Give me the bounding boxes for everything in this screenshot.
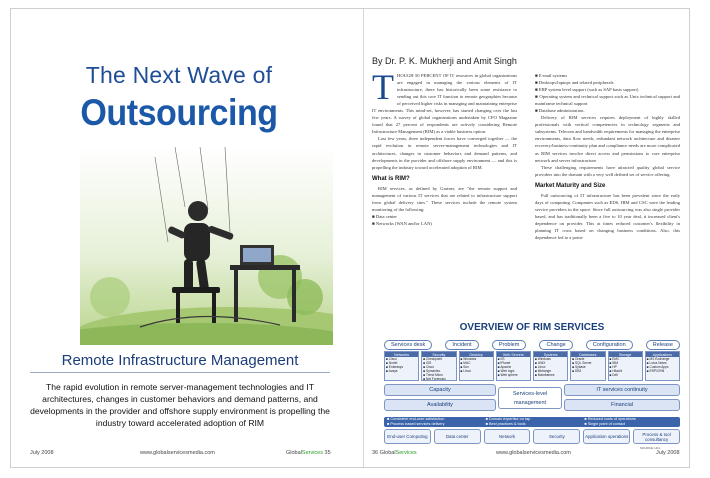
- process-release: Release: [646, 340, 680, 350]
- article-column-2: [535, 72, 680, 241]
- tech-item: ■ Mainframes: [535, 373, 555, 377]
- tech-item: ■ MS Exchange: [646, 357, 670, 361]
- rim-services-diagram: [384, 322, 680, 446]
- service-end-user-computing: End-user Computing: [384, 429, 431, 444]
- process-services-desk: Services desk: [384, 340, 432, 350]
- tech-item: ■ Linux: [460, 369, 471, 373]
- paragraph-3: RIM services, as defined by Gartner, are "the remote support and management of various IT services that are related to infrastructure support from global delivery sites." These services include the remote system monitoring of the following:: [372, 185, 517, 212]
- process-problem: Problem: [492, 340, 526, 350]
- footer-left-date: July 2008: [30, 450, 54, 456]
- benefit-group-3: ■ Reduced costs of operations ■ Single point of contact: [584, 417, 636, 426]
- tech-col-networks: [384, 351, 419, 381]
- bullet-os: ■ Operating system and technical support such as Unix technical support and mainframe technical support: [535, 94, 680, 107]
- paragraph-delivery: Delivery of RIM services requires deployment of highly skilled professionals with vertical competencies in technology segments and subsystems. Telecom and bandwidth requirements for managing the enterprise environments, data flow needs, redundant network architecture and disaster recovery/business-continuity plan and compliance needs are more complicated as RIM services involve direct access and permissions to core enterprise network and server infrastructure.: [535, 115, 680, 163]
- bullet-erp: ■ ERP system level support (such as SAP basis support): [535, 87, 639, 93]
- tech-item: ■ Nortel: [386, 361, 398, 365]
- continuity-box: IT services continuity: [564, 384, 680, 396]
- tech-col-header: Security: [422, 352, 455, 357]
- footer-left-page-number: 35: [324, 450, 331, 456]
- opening-paragraph: [372, 67, 517, 135]
- drop-cap: T: [372, 67, 394, 107]
- tech-col-desktop: [459, 351, 494, 381]
- capacity-box: Capacity: [384, 384, 496, 396]
- tech-col-databases: [570, 351, 605, 381]
- paragraph-market: Full outsourcing of IT infrastructure has been prevalent since the early days of computing. Companies such as EDS, IBM and CSC were the leading service providers in the space. Since full outsourcing was also single provider based, and has traditionally been a five to 10 year deal, it increased client's dependence on provider. This at times reduced customer's flexibility in planning IT costs based on changing business conditions. Also, this dependence led to a point-: [535, 192, 680, 241]
- footer-right-brand: [372, 450, 417, 456]
- tech-col-header: Databases: [571, 352, 604, 357]
- tech-item: ■ EMC: [609, 357, 620, 361]
- tech-col-systems: [533, 351, 568, 381]
- service-data-center: Data center: [434, 429, 481, 444]
- tech-item: ■ IIS: [497, 357, 505, 361]
- technology-columns: [384, 351, 680, 381]
- bullet-database: ■ Database administration.: [535, 108, 585, 114]
- subheading-market-maturity: Market Maturity and Size: [535, 182, 606, 189]
- tech-item: ■ Enterasys: [386, 365, 403, 369]
- footer-left-brand-a: Global: [286, 450, 302, 456]
- tech-item: ■ iPlanet: [497, 361, 511, 365]
- bullet-email: ■ E-mail systems: [535, 73, 568, 78]
- tech-item: ■ IBM: [609, 361, 618, 365]
- footer-right-brand-a: Global: [379, 450, 396, 456]
- tech-item: ■ Symantec: [423, 369, 441, 373]
- service-lines-row: [384, 429, 680, 444]
- tech-col-header: Web Servers: [497, 352, 530, 357]
- service-network: Network: [484, 429, 531, 444]
- paragraph-2: Last few years, three independent forces have converged together — the rapid evolution in remote server-management technologies and IT architectures, changes in customer behaviors and demand patterns, and developments in the provider and offshore supply environment — and this is propelling the industry toward accelerated adoption of RIM.: [372, 136, 517, 170]
- footer-right-url: www.globalservicesmedia.com: [496, 450, 571, 456]
- tech-item: ■ Windows: [460, 357, 477, 361]
- process-incident: Incident: [445, 340, 478, 350]
- tech-item: ■ Avaya: [386, 369, 398, 373]
- tech-item: ■ Cisco: [423, 365, 435, 369]
- bullet-desktops: ■ Desktops/laptops and related peripherals: [535, 80, 614, 86]
- section-title: Remote Infrastructure Management: [61, 352, 299, 369]
- tech-item: ■ Oracle: [572, 357, 585, 361]
- tech-item: ■ DB2: [572, 369, 582, 373]
- process-configuration: Configuration: [586, 340, 633, 350]
- tech-item: ■ Checkpoint: [423, 357, 443, 361]
- availability-box: Availability: [384, 399, 496, 411]
- service-application-operations: Application operations: [583, 429, 630, 444]
- puppet-robot-illustration: [80, 147, 333, 345]
- tech-col-applications: [645, 351, 680, 381]
- benefits-band: [384, 417, 680, 427]
- tech-col-header: Systems: [534, 352, 567, 357]
- service-process-tool-consultancy: Process & tool consultancy: [633, 429, 680, 444]
- financial-box: Financial: [564, 399, 680, 411]
- tech-item: ■ UNIX: [535, 361, 546, 365]
- footer-right-date: July 2008: [656, 450, 680, 456]
- tech-item: ■ Linux: [535, 365, 546, 369]
- tech-item: ■ Dell: [609, 373, 618, 377]
- service-process-row: [384, 340, 680, 350]
- benefit-group-1: ■ Consistent end-user satisfaction ■ Process based services delivery: [387, 417, 445, 426]
- tech-item: ■ Apache: [497, 365, 512, 369]
- tech-item: ■ HP: [609, 365, 617, 369]
- paragraph-requirements: These challenging requirements have attracted quality global service providers into the domain with a very well defined set of service offering.: [535, 164, 680, 177]
- tech-item: ■ Trend Micro: [423, 373, 443, 377]
- article-title-line2: Outsourcing: [80, 92, 278, 133]
- tech-item: ■ SQL Server: [572, 361, 592, 365]
- tech-col-header: Desktop: [460, 352, 493, 357]
- tech-col-security: [421, 351, 456, 381]
- tech-item: ■ ERP/CRM: [646, 369, 665, 373]
- hero-photo: [80, 147, 333, 345]
- tech-item: ■ Lotus Notes: [646, 361, 667, 365]
- service-level-box: Services-level management: [498, 387, 562, 409]
- diagram-title: OVERVIEW OF RIM SERVICES: [459, 322, 605, 333]
- tech-item: ■ MAC: [460, 361, 471, 365]
- section-rule: [30, 372, 330, 373]
- subheading-what-is-rim: What is RIM?: [372, 175, 410, 182]
- article-column-1: [372, 67, 517, 227]
- page-gutter: [363, 9, 364, 467]
- service-security: Security: [533, 429, 580, 444]
- tech-item: ■ Sybase: [572, 365, 586, 369]
- footer-left-url: www.globalservicesmedia.com: [140, 450, 215, 456]
- tech-item: ■ Hitachi: [609, 369, 623, 373]
- tech-item: ■ Windows: [535, 357, 551, 361]
- footer-right-brand-b: Services: [395, 450, 417, 456]
- tech-item: ■ Net Forensics: [423, 377, 446, 381]
- benefit-group-2: ■ Domain expertise on tap ■ Best practices & tools: [485, 417, 531, 426]
- tech-col-web-servers: [496, 351, 531, 381]
- tech-col-header: Storage: [609, 352, 642, 357]
- opening-paragraph-text: HOUGH 50 PERCENT OF IT resources in global organizations are engaged in managing the various elements of IT infrastructure, there has historically been some resistance to sending out this core IT function to remote geographies because of perceived higher risks in managing and maintaining enterprise IT environments. This mind-set, however, has started changing over the last few years. A survey of global organizations undertaken by CFO Magazine found that 27 percent of respondents are actively considering Remote Infrastructure Management (RIM) as a viable business option.: [372, 73, 517, 135]
- tech-item: ■ Cisco: [386, 357, 397, 361]
- tech-item: ■ Sun: [460, 365, 469, 369]
- lead-paragraph: The rapid evolution in remote server-management technologies and IT architectures, changes in customer behaviors and demand patterns, and developments in the provider and offshore supply environment is propelling the industry toward accelerated adoption of RIM: [30, 382, 330, 428]
- process-change: Change: [539, 340, 572, 350]
- byline: By Dr. P. K. Mukherji and Amit Singh: [372, 56, 517, 66]
- tech-col-header: Networks: [385, 352, 418, 357]
- tech-item: ■ Midrange: [535, 369, 552, 373]
- bullet-networks: ■ Networks (WAN and/or LAN): [372, 220, 432, 226]
- management-layer: [384, 384, 680, 414]
- tech-item: ■ Web sphere: [497, 373, 518, 377]
- tech-item: ■ ISS: [423, 361, 432, 365]
- footer-left-brand-b: Services: [301, 450, 323, 456]
- footer-right-page-number: 36: [372, 450, 379, 456]
- diagram-source: SOURCE: HCL: [640, 446, 661, 450]
- footer-left-brand: [286, 450, 331, 456]
- tech-item: ■ Web logic: [497, 369, 515, 373]
- tech-item: ■ Custom Apps: [646, 365, 669, 369]
- tech-col-storage: [608, 351, 643, 381]
- bullet-data-center: ■ Data center: [372, 213, 397, 219]
- article-title-line1: The Next Wave of: [85, 62, 273, 88]
- tech-col-header: Applications: [646, 352, 679, 357]
